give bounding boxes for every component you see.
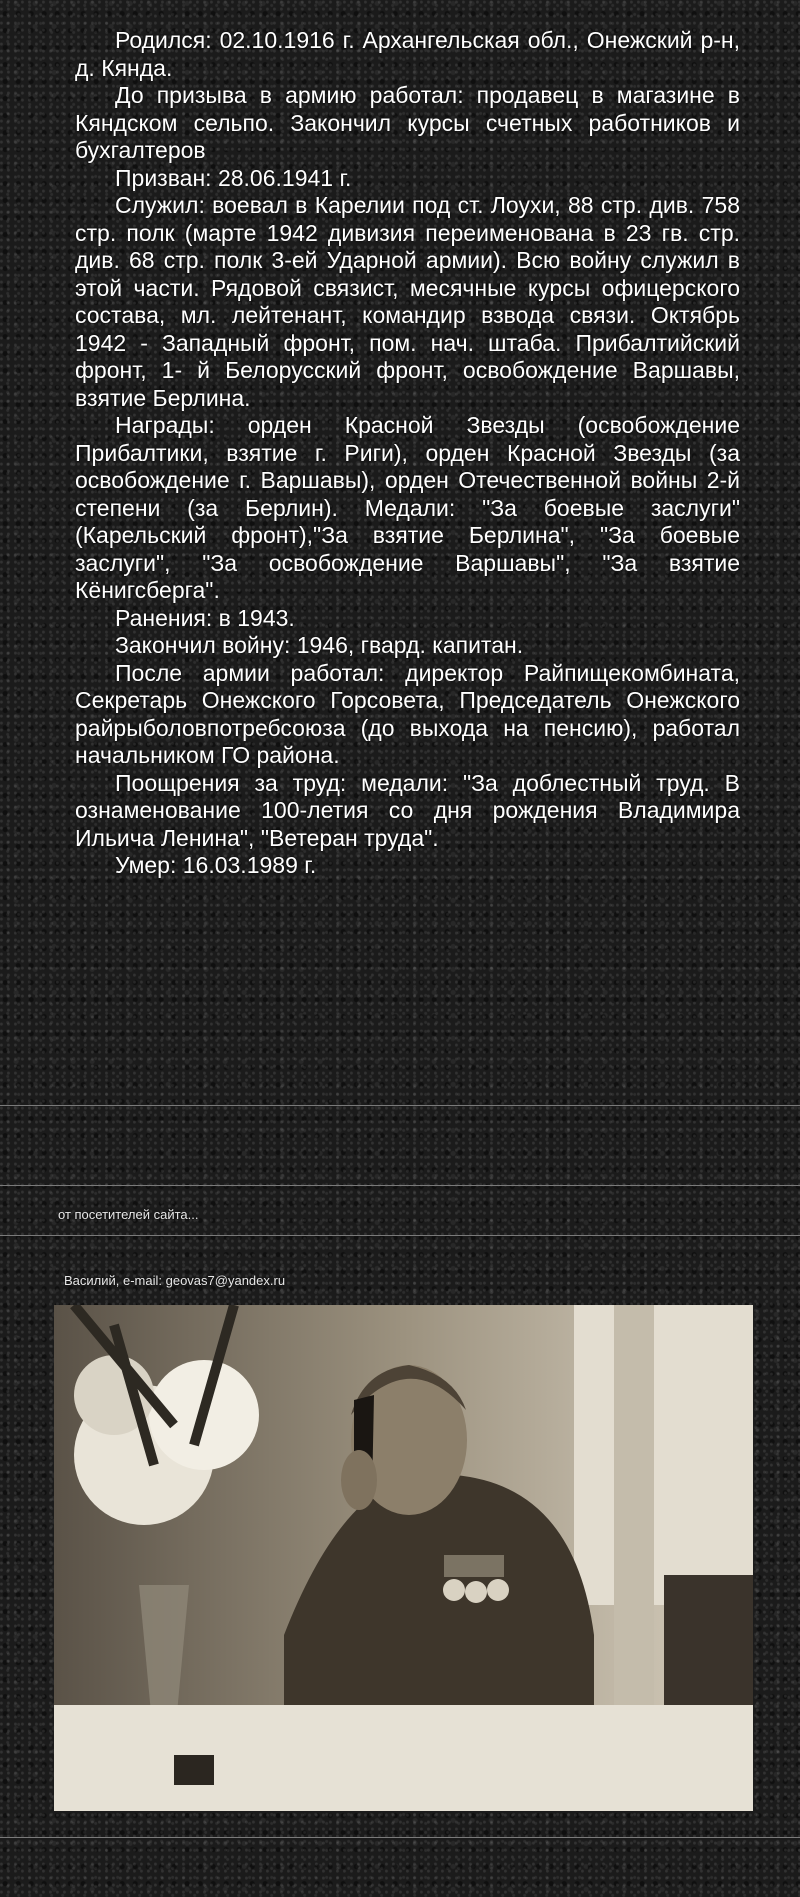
bio-drafted: Призван: 28.06.1941 г. [115, 164, 352, 191]
bio-postwar-work: После армии работал: директор Райпищекомбината, Секретарь Онежского Горсовета, Председатель Онежского райрыболовпотребсоюза (до выхода на пенсию), работал начальником ГО района. [75, 659, 740, 768]
visitors-heading: от посетителей сайта... [58, 1207, 199, 1222]
bio-born: Родился: 02.10.1916 г. Архангельская обл., Онежский р-н, д. Кянда. [75, 27, 740, 81]
bio-war-end: Закончил войну: 1946, гвард. капитан. [115, 632, 524, 658]
divider [0, 1185, 800, 1186]
bio-awards: Награды: орден Красной Звезды (освобождение Прибалтики, взятие г. Риги), орден Красной Звезды (за освобождение г. Варшавы), орден Отечественной войны 2-й степени (за Берлин). Медали: "За боевые заслуги" (Карельский фронт),"За взятие Берлина", "За боевые заслуги", "За освобождение Варшавы", "За взятие Кёнигсберга". [75, 412, 740, 603]
portrait-photo-icon [54, 1305, 753, 1811]
divider [0, 1235, 800, 1236]
bio-died: Умер: 16.03.1989 г. [115, 852, 317, 878]
biography-text [75, 27, 740, 880]
portrait-photo [54, 1305, 753, 1811]
bio-service: Служил: воевал в Карелии под ст. Лоухи, 88 стр. див. 758 стр. полк (марте 1942 дивизия переименована в 23 гв. стр. див. 68 стр. полк 3-ей Ударной армии). Всю войну служил в этой части. Рядовой связист, месячные курсы офицерского состава, мл. лейтенант, командир взвода связи. Октябрь 1942 - Западный фронт, пом. нач. штаба. Прибалтийский фронт, 1- й Белорусский фронт, освобождение Варшавы, взятие Берлина. [75, 192, 740, 411]
divider [0, 1837, 800, 1838]
bio-labor-awards: Поощрения за труд: медали: "За доблестный труд. В ознаменование 100-летия со дня рождения Владимира Ильича Ленина", "Ветеран труда". [75, 769, 740, 851]
bio-prewar-work: До призыва в армию работал: продавец в магазине в Кяндском сельпо. Закончил курсы счетных работников и бухгалтеров [75, 82, 740, 163]
divider [0, 1105, 800, 1106]
comment-author: Василий, e-mail: geovas7@yandex.ru [64, 1273, 286, 1288]
bio-wounds: Ранения: в 1943. [115, 604, 295, 631]
